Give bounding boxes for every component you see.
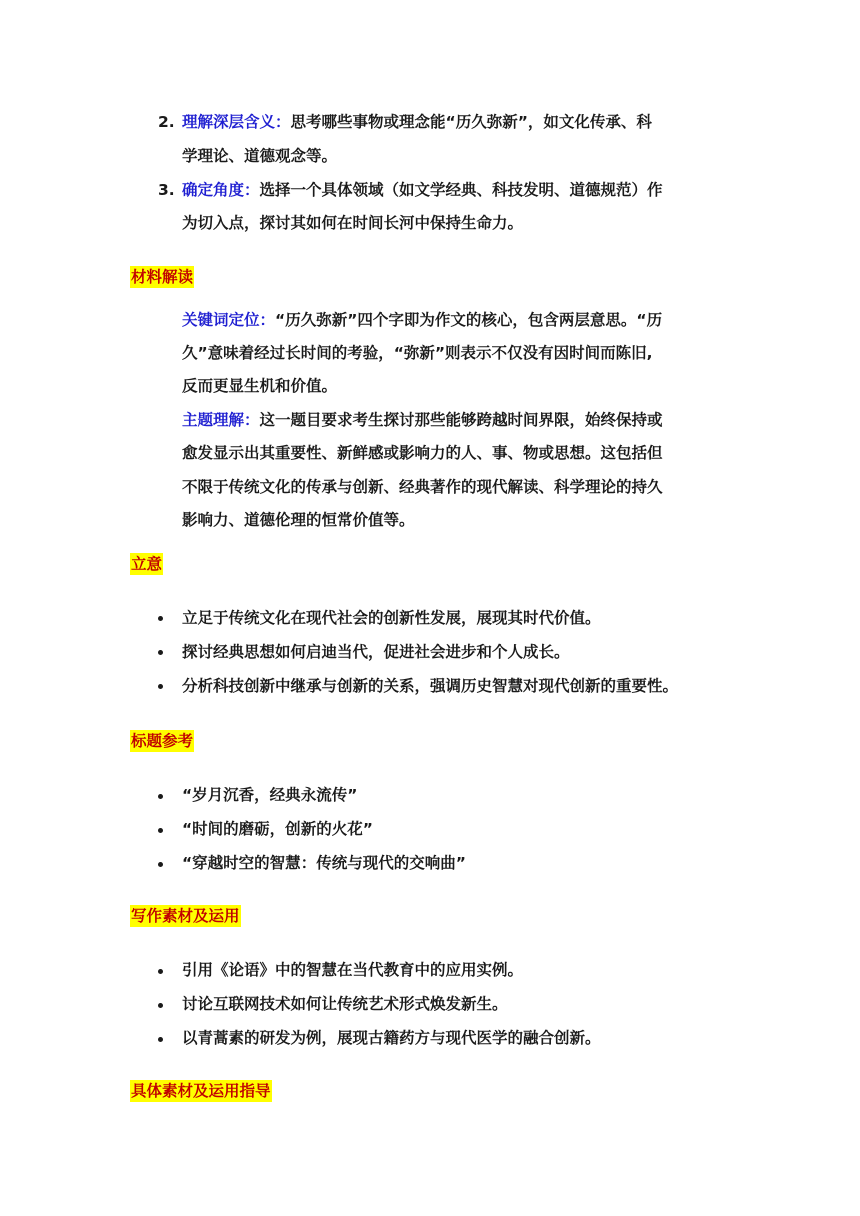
bullet-icon (158, 650, 163, 655)
theme-line (182, 409, 663, 431)
bullet-icon (158, 794, 163, 799)
list-item: “岁月沉香，经典永流传” (182, 786, 358, 804)
keyword-text: 反而更显生机和价值。 (182, 377, 338, 395)
bullet-icon (158, 684, 163, 689)
bullet-icon (158, 1037, 163, 1042)
keyword-text: “历久弥新”四个字即为作文的核心，包含两层意思。“历 (275, 311, 663, 329)
section-heading-titles: 标题参考 (131, 732, 194, 750)
step-text: 思考哪些事物或理念能“历久弥新”，如文化传承、科 (290, 113, 652, 131)
step-line (182, 111, 652, 133)
list-item: 以青蒿素的研发为例，展现古籍药方与现代医学的融合创新。 (182, 1029, 601, 1047)
theme-text: 愈发显示出其重要性、新鲜感或影响力的人、事、物或思想。这包括但 (182, 444, 663, 462)
section-heading-material: 材料解读 (131, 268, 194, 286)
step-line (182, 179, 663, 201)
section-heading-intent: 立意 (131, 555, 163, 573)
keyword-label: 关键词定位： (182, 311, 276, 329)
bullet-icon (158, 1003, 163, 1008)
list-item: 讨论互联网技术如何让传统艺术形式焕发新生。 (182, 995, 508, 1013)
step-text: 选择一个具体领域（如文学经典、科技发明、道德规范）作 (259, 181, 663, 199)
bullet-icon (158, 828, 163, 833)
theme-text: 不限于传统文化的传承与创新、经典著作的现代解读、科学理论的持久 (182, 478, 663, 496)
step-text: 学理论、道德观念等。 (182, 147, 338, 165)
step-text: 为切入点，探讨其如何在时间长河中保持生命力。 (182, 214, 524, 232)
section-heading-guide: 具体素材及运用指导 (131, 1082, 271, 1100)
theme-text: 影响力、道德伦理的恒常价值等。 (182, 511, 415, 529)
list-item: “时间的磨砺，创新的火花” (182, 820, 373, 838)
theme-label: 主题理解： (182, 411, 260, 429)
step-number: 2. (158, 113, 175, 131)
bullet-icon (158, 616, 163, 621)
step-label: 理解深层含义： (182, 113, 291, 131)
theme-text: 这一题目要求考生探讨那些能够跨越时间界限，始终保持或 (259, 411, 663, 429)
keyword-text: 久”意味着经过长时间的考验，“弥新”则表示不仅没有因时间而陈旧, (182, 344, 653, 362)
bullet-icon (158, 862, 163, 867)
list-item: 立足于传统文化在现代社会的创新性发展，展现其时代价值。 (182, 609, 601, 627)
bullet-icon (158, 969, 163, 974)
step-label: 确定角度： (182, 181, 260, 199)
list-item: 分析科技创新中继承与创新的关系，强调历史智慧对现代创新的重要性。 (182, 677, 679, 695)
list-item: 引用《论语》中的智慧在当代教育中的应用实例。 (182, 961, 524, 979)
section-heading-writing: 写作素材及运用 (131, 907, 240, 925)
step-number: 3. (158, 181, 175, 199)
list-item: “穿越时空的智慧：传统与现代的交响曲” (182, 854, 466, 872)
keyword-line (182, 309, 662, 331)
list-item: 探讨经典思想如何启迪当代，促进社会进步和个人成长。 (182, 643, 570, 661)
